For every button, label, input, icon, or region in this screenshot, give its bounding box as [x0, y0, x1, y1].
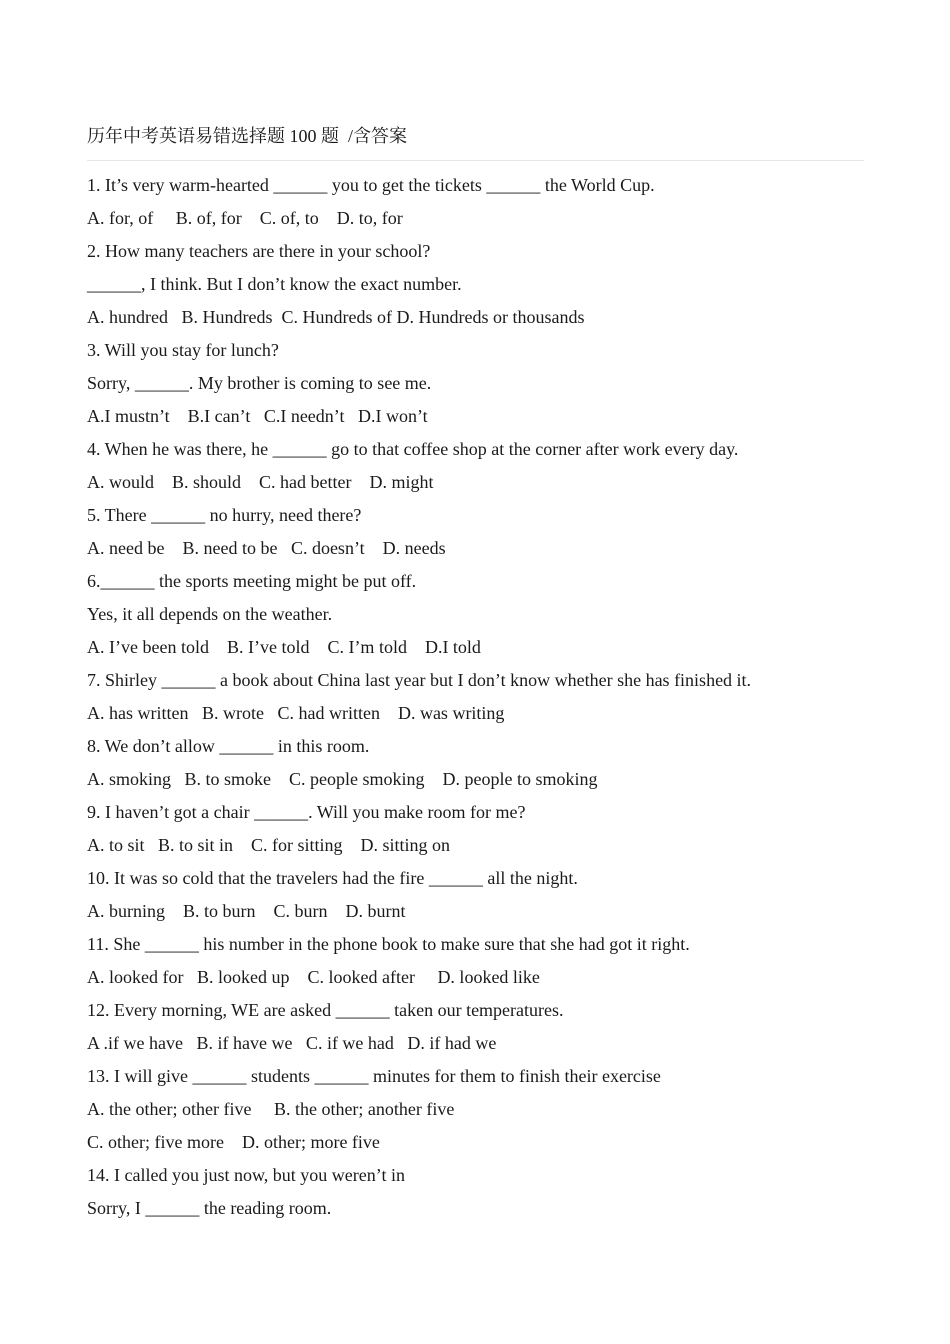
question-6-options: A. I’ve been told B. I’ve told C. I’m told D.I told: [87, 637, 481, 657]
question-7-text: 7. Shirley ______ a book about China last year but I don’t know whether she has finished it.: [87, 670, 752, 690]
question-8-text: 8. We don’t allow ______ in this room.: [87, 736, 370, 756]
question-2-reply: ______, I think. But I don’t know the exact number.: [87, 274, 462, 294]
question-3-reply: Sorry, ______. My brother is coming to see me.: [87, 373, 432, 393]
question-8-options: A. smoking B. to smoke C. people smoking D. people to smoking: [87, 769, 598, 789]
question-10-text: 10. It was so cold that the travelers had the fire ______ all the night.: [87, 868, 578, 888]
question-2-text: 2. How many teachers are there in your school?: [87, 241, 431, 261]
question-1-options: A. for, of B. of, for C. of, to D. to, for: [87, 208, 403, 228]
question-3-text: 3. Will you stay for lunch?: [87, 340, 279, 360]
page-title: 历年中考英语易错选择题 100 题 /含答案: [87, 126, 407, 146]
question-11-options: A. looked for B. looked up C. looked after D. looked like: [87, 967, 540, 987]
question-5-text: 5. There ______ no hurry, need there?: [87, 505, 362, 525]
question-7-options: A. has written B. wrote C. had written D. was writing: [87, 703, 505, 723]
question-12-text: 12. Every morning, WE are asked ______ taken our temperatures.: [87, 1000, 564, 1020]
question-3-options: A.I mustn’t B.I can’t C.I needn’t D.I won’t: [87, 406, 428, 426]
question-1-text: 1. It’s very warm-hearted ______ you to get the tickets ______ the World Cup.: [87, 175, 655, 195]
question-9-text: 9. I haven’t got a chair ______. Will you make room for me?: [87, 802, 526, 822]
question-4-options: A. would B. should C. had better D. might: [87, 472, 434, 492]
question-6-text: 6.______ the sports meeting might be put off.: [87, 571, 417, 591]
question-10-options: A. burning B. to burn C. burn D. burnt: [87, 901, 406, 921]
question-5-options: A. need be B. need to be C. doesn’t D. needs: [87, 538, 446, 558]
question-11-text: 11. She ______ his number in the phone book to make sure that she had got it right.: [87, 934, 690, 954]
question-2-options: A. hundred B. Hundreds C. Hundreds of D. Hundreds or thousands: [87, 307, 585, 327]
page-header: [87, 124, 864, 161]
question-14-text: 14. I called you just now, but you weren’t in: [87, 1165, 405, 1185]
question-14-reply: Sorry, I ______ the reading room.: [87, 1198, 332, 1218]
question-13-options-c-d: C. other; five more D. other; more five: [87, 1132, 380, 1152]
question-13-options-a-b: A. the other; other five B. the other; another five: [87, 1099, 455, 1119]
question-6-reply: Yes, it all depends on the weather.: [87, 604, 333, 624]
question-13-text: 13. I will give ______ students ______ minutes for them to finish their exercise: [87, 1066, 661, 1086]
question-4-text: 4. When he was there, he ______ go to that coffee shop at the corner after work every day.: [87, 439, 739, 459]
question-9-options: A. to sit B. to sit in C. for sitting D. sitting on: [87, 835, 451, 855]
question-12-options: A .if we have B. if have we C. if we had D. if had we: [87, 1033, 497, 1053]
question-list: [87, 171, 887, 1227]
